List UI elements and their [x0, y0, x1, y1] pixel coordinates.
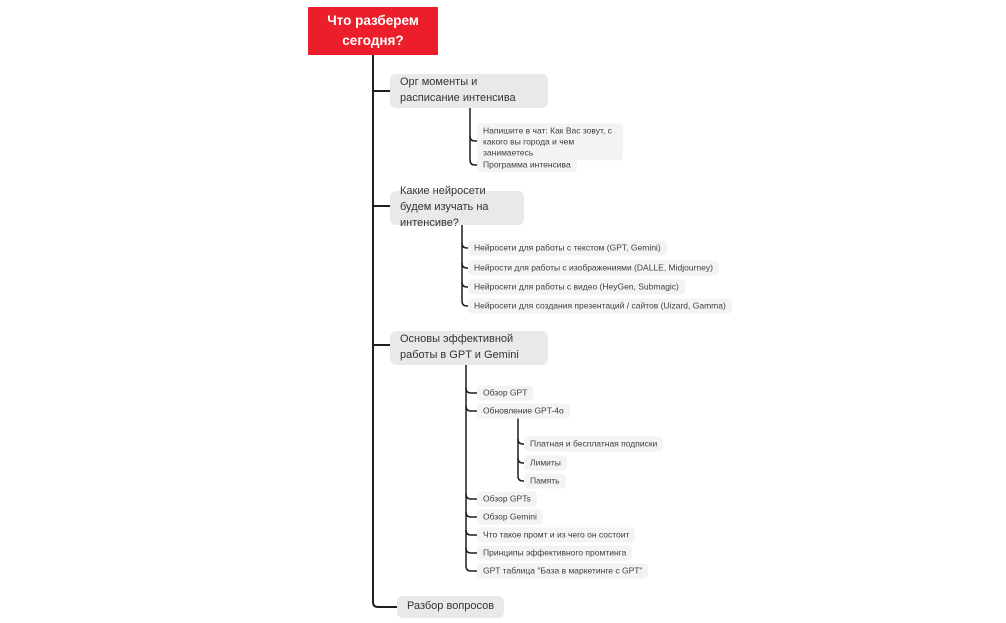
leaf-node-label: Память	[530, 475, 560, 486]
leaf-node-label: Нейросети для работы с видео (HeyGen, Submagic)	[474, 281, 679, 292]
branch1-leaf1-connector	[470, 136, 477, 141]
leaf-node-label: Что такое промт и из чего он состоит	[483, 529, 630, 540]
branch1-children-line	[470, 108, 477, 165]
leaf-node-neiroseti-prezentatsii[interactable]	[468, 298, 732, 313]
leaf-node-platnaya-podpiska[interactable]	[524, 436, 663, 451]
leaf-node-label: Обзор GPTs	[483, 493, 531, 504]
leaf-node-obnovlenie-gpt4o[interactable]	[477, 403, 570, 418]
branch-node-label: Разбор вопросов	[407, 600, 495, 613]
leaf-node-label: Принципы эффективного промтинга	[483, 547, 627, 558]
branch-node-label: Какие нейросети будем изучать на интенсиве?	[400, 185, 489, 229]
branch3-leaf3-connector	[466, 494, 477, 499]
leaf-node-obzor-gpt[interactable]	[477, 385, 533, 400]
leaf-node-chto-takoe-promt[interactable]	[477, 527, 635, 542]
branch3-leaf2-connector	[466, 406, 477, 411]
leaf-node-neiroseti-izobrazheniya[interactable]	[468, 260, 719, 275]
leaf-node-label: Напишите в чат: Как Вас зовут, с какого вы города и чем занимаетесь	[483, 125, 612, 158]
branch-node-osnovy-raboty[interactable]	[390, 331, 548, 365]
branch3-leaf4-connector	[466, 512, 477, 517]
leaf-node-label: Нейрости для работы с изображениями (DALLE, Midjourney)	[474, 262, 713, 273]
leaf-node-label: Нейросети для работы с текстом (GPT, Gemini)	[474, 242, 661, 253]
branch3-leaf1-connector	[466, 388, 477, 393]
leaf-node-label: Лимиты	[530, 457, 561, 468]
root-node-label: Что разберем сегодня?	[327, 13, 419, 48]
branch-node-org-momenty[interactable]	[390, 74, 548, 108]
leaf-node-limity[interactable]	[524, 455, 567, 470]
root-node[interactable]	[308, 7, 438, 55]
branch-node-razbor-voprosov[interactable]	[397, 596, 504, 618]
leaf-node-programma-intensiva[interactable]	[477, 157, 577, 172]
branch3-children-line	[466, 365, 477, 571]
leaf-node-pamyat[interactable]	[524, 473, 566, 488]
branch3-leaf6-connector	[466, 548, 477, 553]
leaf-node-gpt-tablitsa[interactable]	[477, 563, 648, 578]
branch-node-kakie-neiroseti[interactable]	[390, 185, 524, 229]
leaf-node-neiroseti-tekst[interactable]	[468, 240, 667, 255]
leaf-node-label: Программа интенсива	[483, 159, 571, 170]
leaf-node-printsipy-promtinga[interactable]	[477, 545, 632, 560]
leaf-node-label: Обзор GPT	[483, 387, 528, 398]
leaf-node-label: Обзор Gemini	[483, 511, 537, 522]
branch-node-label: Орг моменты и расписание интенсива	[400, 76, 516, 104]
leaf-node-label: Нейросети для создания презентаций / сайтов (Uizard, Gamma)	[474, 300, 726, 311]
branch3-leaf5-connector	[466, 530, 477, 535]
branch-node-label: Основы эффективной работы в GPT и Gemini	[400, 333, 519, 361]
leaf-node-label: GPT таблица "База в маркетинге с GPT"	[483, 565, 643, 576]
leaf-node-obzor-gemini[interactable]	[477, 509, 543, 524]
leaf-node-label: Платная и бесплатная подписки	[530, 438, 658, 449]
leaf-node-napishite-v-chat[interactable]	[477, 123, 623, 160]
leaf-node-obzor-gpts[interactable]	[477, 491, 537, 506]
gpt4o-children-line	[518, 418, 524, 481]
leaf-node-neiroseti-video[interactable]	[468, 279, 685, 294]
leaf-node-label: Обновление GPT-4o	[483, 405, 564, 416]
